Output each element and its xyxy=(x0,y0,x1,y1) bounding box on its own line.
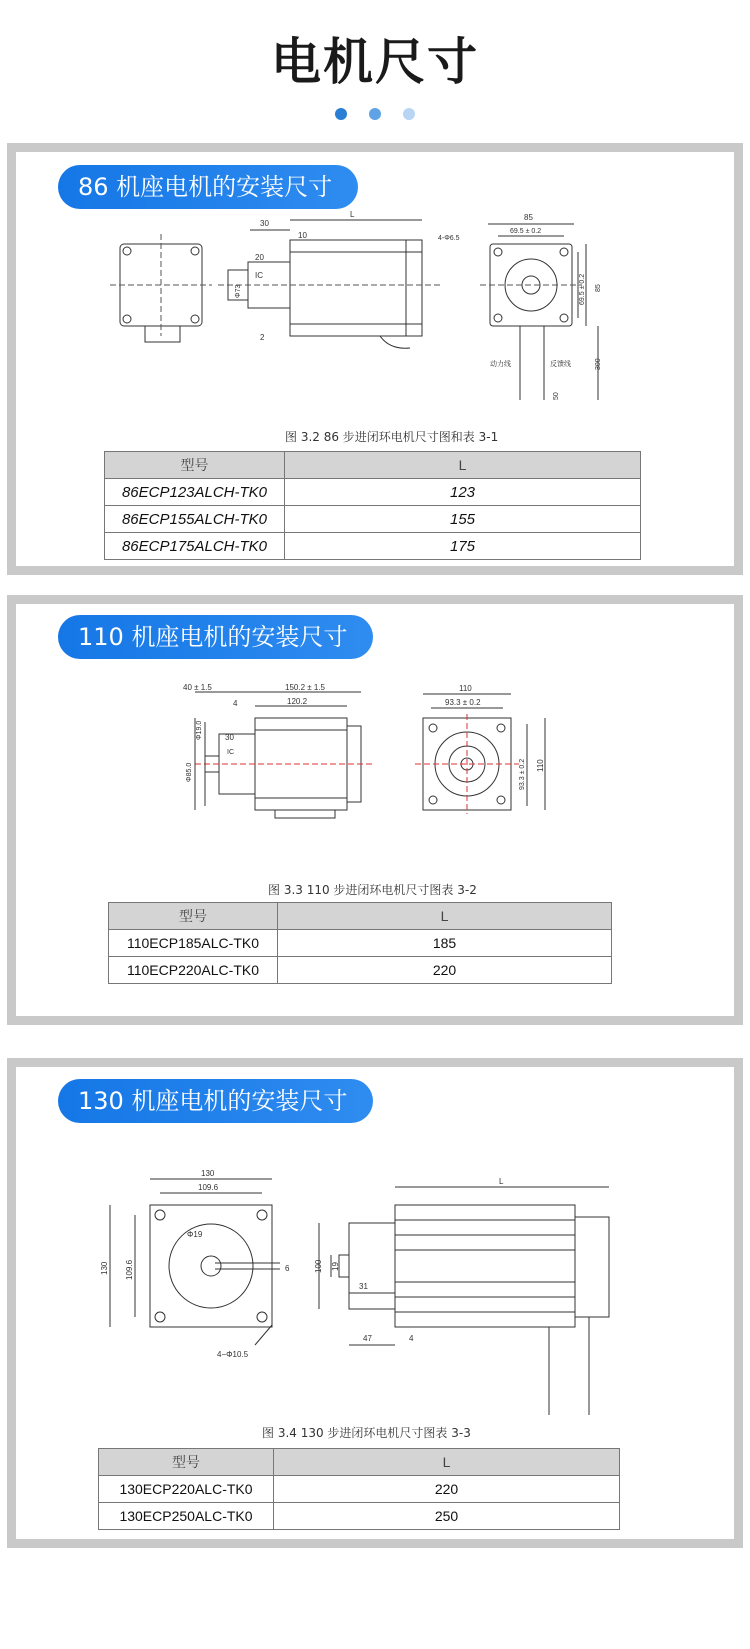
dim-130-1096: 109.6 xyxy=(198,1183,219,1192)
header-model: 型号 xyxy=(99,1449,274,1476)
section-130-table xyxy=(98,1448,620,1530)
header-L: L xyxy=(278,903,612,930)
table-row xyxy=(99,1503,620,1530)
dim-110-4: 4 xyxy=(233,699,238,708)
dim-110-phi19: Φ19.0 xyxy=(196,720,203,740)
dim-110-120: 120.2 xyxy=(287,697,308,706)
table-header-row xyxy=(99,1449,620,1476)
dot-2 xyxy=(369,108,381,120)
section-86-caption: 图 3.2 86 步进闭环电机尺寸图和表 3-1 xyxy=(285,430,499,444)
section-86-heading: 86 机座电机的安装尺寸 xyxy=(58,165,358,209)
dim-86-L: L xyxy=(350,210,355,219)
dim-130-100: 100 xyxy=(314,1259,323,1273)
dim-130-19: 19 xyxy=(331,1262,340,1271)
motor-86-side-view xyxy=(218,220,440,348)
table-row xyxy=(109,930,612,957)
cell-model: 110ECP185ALC-TK0 xyxy=(109,930,278,957)
section-110-caption: 图 3.3 110 步进闭环电机尺寸图表 3-2 xyxy=(268,883,477,897)
table-row xyxy=(99,1476,620,1503)
label-86-power: 动力线 xyxy=(490,361,511,368)
dim-86-10: 10 xyxy=(298,231,307,240)
dim-86-695v: 69.5 ± 0.2 xyxy=(579,273,586,305)
motor-130-side-view xyxy=(319,1187,609,1415)
dim-110-110: 110 xyxy=(459,684,472,693)
motor-110-rear-view xyxy=(415,694,545,814)
motor-130-drawing xyxy=(95,1165,625,1425)
dim-86-2: 2 xyxy=(260,333,265,342)
dim-110-933: 93.3 ± 0.2 xyxy=(445,698,481,707)
dim-130-31: 31 xyxy=(359,1282,368,1291)
dim-130-6: 6 xyxy=(285,1264,290,1273)
dim-110-110v: 110 xyxy=(536,759,545,772)
motor-86-rear-view xyxy=(480,224,598,400)
table-header-row xyxy=(109,903,612,930)
dot-3 xyxy=(403,108,415,120)
cell-model: 86ECP123ALCH-TK0 xyxy=(105,479,285,506)
table-row xyxy=(105,533,641,560)
cell-L: 250 xyxy=(274,1503,620,1530)
dim-86-ic: IC xyxy=(255,271,263,280)
cell-model: 86ECP175ALCH-TK0 xyxy=(105,533,285,560)
dim-130-phi19: Φ19 xyxy=(187,1230,203,1239)
pagination-dots xyxy=(0,108,750,120)
section-110-heading: 110 机座电机的安装尺寸 xyxy=(58,615,373,659)
cell-model: 130ECP250ALC-TK0 xyxy=(99,1503,274,1530)
motor-86-drawing xyxy=(100,200,640,430)
dim-130-4: 4 xyxy=(409,1334,414,1343)
dim-130-holes: 4−Φ10.5 xyxy=(217,1350,249,1359)
table-header-row xyxy=(105,452,641,479)
cell-L: 220 xyxy=(278,957,612,984)
section-130-heading: 130 机座电机的安装尺寸 xyxy=(58,1079,373,1123)
cell-model: 130ECP220ALC-TK0 xyxy=(99,1476,274,1503)
page-title: 电机尺寸 xyxy=(271,33,479,91)
dot-1 xyxy=(335,108,347,120)
dim-110-ic: IC xyxy=(227,749,234,756)
dim-110-phi85: Φ85.0 xyxy=(186,762,193,782)
label-86-feedback: 反馈线 xyxy=(550,361,571,368)
dim-86-phi73: Φ73 xyxy=(235,284,242,298)
motor-110-drawing xyxy=(175,678,575,828)
dim-86-50: 50 xyxy=(553,392,560,400)
dim-86-300: 300 xyxy=(595,358,602,370)
cell-L: 185 xyxy=(278,930,612,957)
dim-130-130v: 130 xyxy=(100,1261,109,1275)
motor-130-front-view xyxy=(110,1179,280,1345)
dim-86-85: 85 xyxy=(524,213,533,222)
dim-86-20: 20 xyxy=(255,253,264,262)
dim-86-695: 69.5 ± 0.2 xyxy=(510,228,542,235)
header-model: 型号 xyxy=(109,903,278,930)
cell-model: 110ECP220ALC-TK0 xyxy=(109,957,278,984)
dim-110-30: 30 xyxy=(225,733,234,742)
motor-110-side-view xyxy=(195,692,375,818)
table-row xyxy=(109,957,612,984)
cell-L: 220 xyxy=(274,1476,620,1503)
section-130-caption: 图 3.4 130 步进闭环电机尺寸图表 3-3 xyxy=(262,1426,471,1440)
dim-130-130: 130 xyxy=(201,1169,215,1178)
table-row xyxy=(105,479,641,506)
section-86-table xyxy=(104,451,641,560)
motor-86-front-view xyxy=(110,234,212,342)
dim-86-30: 30 xyxy=(260,219,269,228)
header-model: 型号 xyxy=(105,452,285,479)
section-110-table xyxy=(108,902,612,984)
dim-130-L: L xyxy=(499,1177,504,1186)
header-L: L xyxy=(285,452,641,479)
dim-86-holes: 4-Φ6.5 xyxy=(438,235,460,242)
cell-model: 86ECP155ALCH-TK0 xyxy=(105,506,285,533)
dim-110-933v: 93.3 ± 0.2 xyxy=(519,758,526,790)
dim-110-40: 40 ± 1.5 xyxy=(183,683,212,692)
dim-86-85v: 85 xyxy=(595,284,602,292)
dim-110-150: 150.2 ± 1.5 xyxy=(285,683,325,692)
cell-L: 175 xyxy=(285,533,641,560)
table-row xyxy=(105,506,641,533)
cell-L: 123 xyxy=(285,479,641,506)
header-L: L xyxy=(274,1449,620,1476)
dim-130-1096v: 109.6 xyxy=(125,1259,134,1280)
dim-130-47: 47 xyxy=(363,1334,372,1343)
cell-L: 155 xyxy=(285,506,641,533)
